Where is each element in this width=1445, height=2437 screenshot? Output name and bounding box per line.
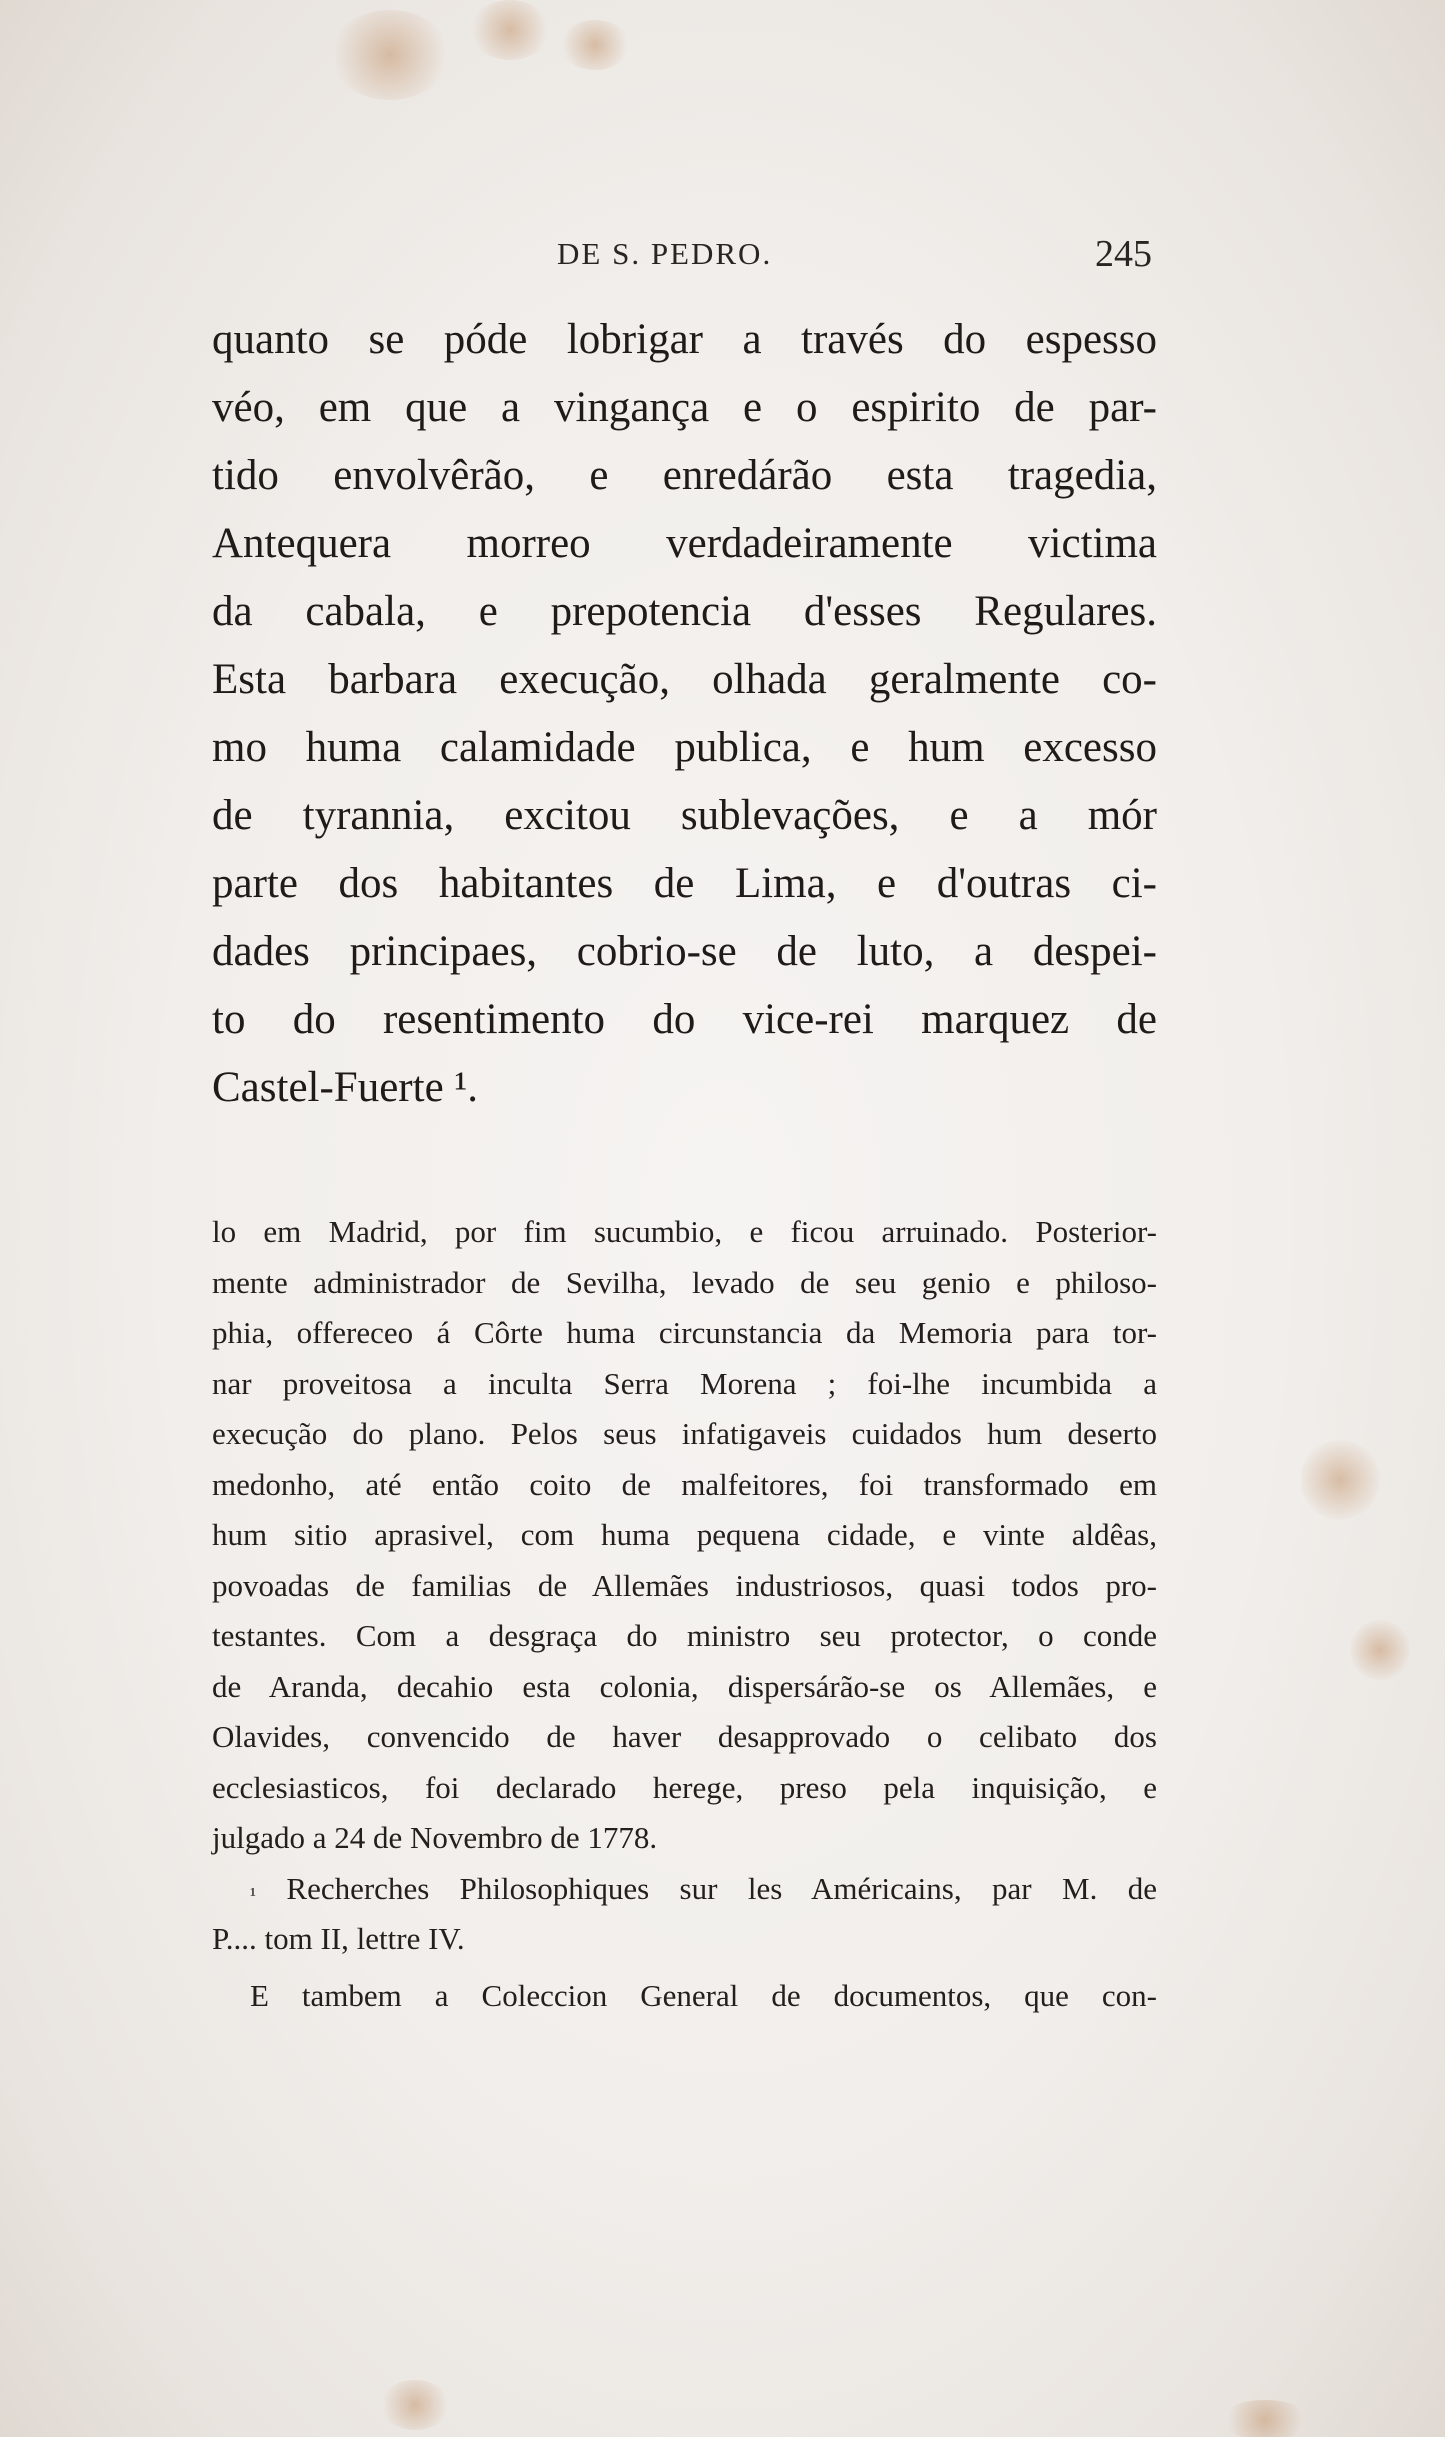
footnote-line: medonho, até então coito de malfeitores, foi transformado em xyxy=(212,1466,1157,1502)
page-number: 245 xyxy=(1095,233,1152,275)
text-line: Antequera morreo verdadeiramente victima xyxy=(212,520,1157,567)
page-header xyxy=(212,233,1152,286)
text-line: da cabala, e prepotencia d'esses Regulares. xyxy=(212,588,1157,635)
text-line: véo, em que a vingança e o espirito de par- xyxy=(212,384,1157,431)
footnote-line: julgado a 24 de Novembro de 1778. xyxy=(212,1820,658,1855)
foxing-stain xyxy=(470,0,550,60)
footnote-line: P.... tom II, lettre IV. xyxy=(212,1921,465,1956)
foxing-stain xyxy=(1350,1620,1410,1680)
foxing-stain xyxy=(380,2380,450,2430)
footnote-line: execução do plano. Pelos seus infatigaveis cuidados hum deserto xyxy=(212,1416,1157,1451)
footnotes-block xyxy=(212,1207,1157,2021)
footnote-line: phia, offereceo á Côrte huma circunstancia da Memoria para tor- xyxy=(212,1315,1157,1350)
text-line: Esta barbara execução, olhada geralmente co- xyxy=(212,656,1157,703)
text-line: quanto se póde lobrigar a través do espesso xyxy=(212,316,1157,363)
foxing-stain xyxy=(560,20,630,70)
footnote-line: E tambem a Coleccion General de documentos, que con- xyxy=(250,1977,1157,2013)
footnote-line: mente administrador de Sevilha, levado de seu genio e philoso- xyxy=(212,1264,1157,1300)
text-line: de tyrannia, excitou sublevações, e a mór xyxy=(212,792,1157,839)
footnote-line: povoadas de familias de Allemães industriosos, quasi todos pro- xyxy=(212,1567,1157,1603)
footnote-1 xyxy=(212,1864,1157,1915)
foxing-stain xyxy=(1220,2400,1310,2437)
footnote-line: de Aranda, decahio esta colonia, dispersárão-se os Allemães, e xyxy=(212,1668,1157,1704)
footnote-line: nar proveitosa a inculta Serra Morena ; foi-lhe incumbida a xyxy=(212,1365,1157,1401)
footnote-line: hum sitio aprasivel, com huma pequena cidade, e vinte aldêas, xyxy=(212,1517,1157,1552)
footnote-text: Recherches Philosophiques sur les Américains, par M. de xyxy=(286,1870,1157,1906)
text-line: tido envolvêrão, e enredárão esta tragedia, xyxy=(212,452,1157,499)
footnote-line: Olavides, convencido de haver desapprovado o celibato dos xyxy=(212,1719,1157,1754)
footnote-line: lo em Madrid, por fim sucumbio, e ficou arruinado. Posterior- xyxy=(212,1214,1157,1249)
footnote-marker: ¹ xyxy=(250,1883,256,1906)
text-line: parte dos habitantes de Lima, e d'outras ci- xyxy=(212,860,1157,907)
main-text-block xyxy=(212,306,1157,1122)
footnote-line: ecclesiasticos, foi declarado herege, preso pela inquisição, e xyxy=(212,1769,1157,1805)
text-line: to do resentimento do vice-rei marquez de xyxy=(212,996,1157,1043)
text-line: mo huma calamidade publica, e hum excesso xyxy=(212,724,1157,771)
footnote-line: testantes. Com a desgraça do ministro seu protector, o conde xyxy=(212,1618,1157,1653)
text-line: dades principaes, cobrio-se de luto, a despei- xyxy=(212,928,1157,975)
foxing-stain xyxy=(330,10,450,100)
text-line: Castel-Fuerte ¹. xyxy=(212,1064,479,1111)
foxing-stain xyxy=(1300,1440,1380,1520)
running-head: DE S. PEDRO. xyxy=(557,236,773,271)
